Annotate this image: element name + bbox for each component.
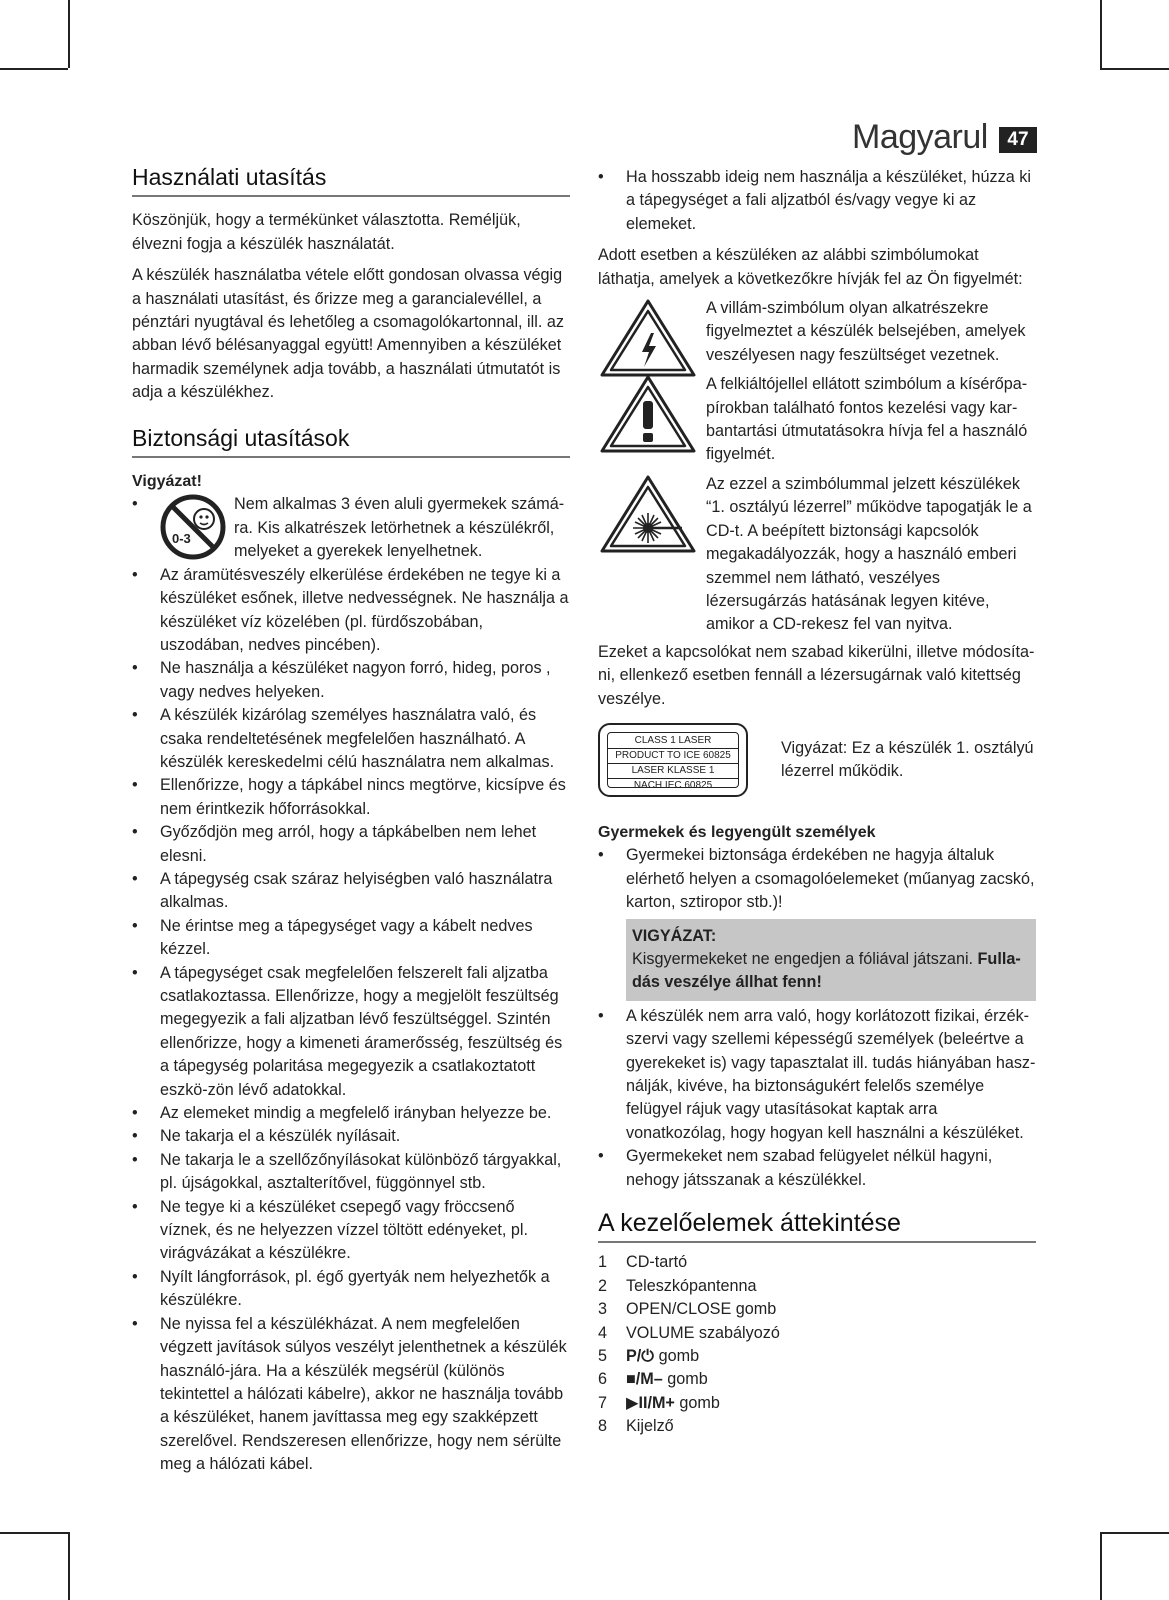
overview-list bbox=[598, 1251, 1036, 1438]
list-item: • Ha hosszabb ideig nem használja a készüléket, húzza ki a tápegységet a fali aljzatból és/vagy vegye ki az elemeket. bbox=[598, 166, 1036, 236]
left-column bbox=[132, 166, 570, 1477]
caution-label: Vigyázat! bbox=[132, 473, 202, 491]
power-symbol: P/⏻ bbox=[626, 1347, 655, 1366]
list-item: • Az elemeket mindig a megfelelő irányban helyezze be. bbox=[132, 1102, 570, 1125]
age-restriction-icon bbox=[160, 493, 226, 561]
exclamation-warning-icon bbox=[598, 373, 698, 462]
overview-item: 1 CD-tartó bbox=[598, 1253, 688, 1272]
age-icon-text: • 0-3 bbox=[172, 531, 191, 547]
laser-label-line: LASER KLASSE 1 bbox=[608, 764, 738, 779]
section-title-safety: Biztonsági utasítások bbox=[132, 427, 570, 458]
warning-note-box bbox=[626, 919, 1036, 1001]
children-list bbox=[598, 844, 1036, 914]
overview-item: 6 ■/M– gomb bbox=[598, 1370, 708, 1389]
list-item: • Ne takarja el a készülék nyílásait. bbox=[132, 1125, 570, 1148]
symbol-text-exclamation: A felkiáltójellel ellátott szimbólum a kísérőpa-pírokban található fontos kezelési vagy kar-bantartási útmutatásokra hívja fel a használó figyelmét. bbox=[706, 375, 1028, 464]
laser-class-row bbox=[598, 723, 1036, 807]
list-item: • Ne használja a készüléket nagyon forró, hideg, poros , vagy nedves helyeken. bbox=[132, 657, 570, 704]
children-list-2 bbox=[598, 1005, 1036, 1192]
overview-item: 8 Kijelző bbox=[598, 1417, 674, 1436]
page-number: 47 bbox=[999, 127, 1037, 153]
section-title-usage: Használati utasítás bbox=[132, 166, 570, 197]
stop-memory-minus-symbol: ■/M– bbox=[626, 1370, 663, 1389]
paragraph-read-instructions: A készülék használatba vétele előtt gondosan olvassa végig a használati utasítást, és őrizze meg a garancialevéllel, a pénztári nyugtával és lehetőleg a csomagolókartonnal, ill. az abban lévő bélésanyaggal együtt! Amennyiben a készüléket harmadik személynek adja tovább, a használati útmutatót is adja a készülékhez. bbox=[132, 266, 564, 402]
list-item bbox=[132, 493, 570, 563]
crop-mark bbox=[0, 1532, 68, 1534]
overview-item: 2 Teleszkópantenna bbox=[598, 1276, 757, 1295]
list-item: • Ne nyissa fel a készülékházat. A nem megfelelően végzett javítások súlyos veszélyt jelenthetnek a készülék használó-jára. Ha a készülék megsérül (különös tekintettel a hálózati kábelre), akkor ne használja tovább a készüléket, hanem javíttassa meg egy szakképzett szerelővel. Rendszeresen ellenőrizze, hogy nem sérülte meg a hálózati kábel. bbox=[132, 1313, 570, 1477]
crop-mark bbox=[1100, 1532, 1102, 1600]
crop-mark bbox=[1100, 0, 1102, 68]
children-title: Gyermekek és legyengült személyek bbox=[598, 823, 876, 841]
play-pause-memory-plus-symbol: ▶II/M+ bbox=[626, 1393, 675, 1412]
section-title-overview: A kezelőelemek áttekintése bbox=[598, 1212, 1036, 1243]
overview-item: 3 OPEN/CLOSE gomb bbox=[598, 1300, 777, 1319]
symbol-text-laser: Az ezzel a szimbólummal jelzett készülékek “1. osztályú lézerrel” működve tapogatják le a CD-t. A beépített biztonsági kapcsolók megakadályozzák, hogy a használó emberi szemmel nem látható, veszélyes lézersugárzás hatásának legyen kitéve, amikor a CD-rekesz fel van nyitva. bbox=[706, 474, 1032, 634]
right-column bbox=[598, 166, 1036, 1439]
safety-list bbox=[132, 493, 570, 1476]
crop-mark bbox=[1100, 1532, 1169, 1534]
crop-mark bbox=[68, 0, 70, 68]
note-title: VIGYÁZAT: bbox=[632, 926, 717, 945]
laser-label-line: NACH IEC 60825 bbox=[633, 779, 713, 791]
unplug-list bbox=[598, 166, 1036, 236]
overview-item: 5 P/⏻ gomb bbox=[598, 1347, 700, 1366]
list-item: • Gyermekeket nem szabad felügyelet nélkül hagyni, nehogy játsszanak a készülékkel. bbox=[598, 1145, 1036, 1192]
list-item: • Gyermekei biztonsága érdekében ne hagyja általuk elérhető helyen a csomagolóelemeket (műanyag zacskó, karton, sztiropor stb.)! bbox=[598, 844, 1036, 914]
list-item: • Ne érintse meg a tápegységet vagy a kábelt nedves kézzel. bbox=[132, 915, 570, 962]
overview-item: 4 VOLUME szabályozó bbox=[598, 1323, 780, 1342]
symbol-row-lightning bbox=[598, 297, 1036, 367]
list-item: • Nyílt lángforrások, pl. égő gyertyák nem helyezhetők a készülékre. bbox=[132, 1266, 570, 1313]
symbols-intro: Adott esetben a készüléken az alábbi szimbólumokat láthatja, amelyek a következőkre hívják fel az Ön figyelmét: bbox=[598, 246, 1023, 288]
page-language-title: Magyarul bbox=[852, 118, 988, 156]
list-item: • A tápegységet csak megfelelően felszerelt fali aljzatba csatlakoztassa. Ellenőrizze, hogy a megjelölt feszültség megegyezik a fali aljzatban lévő feszültséggel. Szintén ellenőrizze, hogy a kimeneti áramerősség, feszültség és a tápegység polaritása megegyezik a csatlakoztatott eszkö-zön lévő adatokkal. bbox=[132, 962, 570, 1102]
note-text: Kisgyermekeket ne engedjen a fóliával játszani. bbox=[632, 949, 974, 968]
note-bold-text: Fulla-dás veszélye állhat fenn! bbox=[632, 949, 1021, 992]
list-item: • Győződjön meg arról, hogy a tápkábelben nem lehet elesni. bbox=[132, 821, 570, 868]
laser-note: Vigyázat: Ez a készülék 1. osztályú lézerrel működik. bbox=[781, 738, 1034, 781]
note-body bbox=[632, 948, 1030, 995]
symbol-row-laser bbox=[598, 473, 1036, 637]
crop-mark bbox=[68, 1532, 70, 1600]
list-item: • A tápegység csak száraz helyiségben való használatra alkalmas. bbox=[132, 868, 570, 915]
list-item: • Ellenőrizze, hogy a tápkábel nincs megtörve, kicsípve és nem érintkezik hőforrásokkal. bbox=[132, 774, 570, 821]
laser-label-line: CLASS 1 LASER bbox=[608, 734, 738, 749]
overview-item: 7 ▶II/M+ gomb bbox=[598, 1393, 720, 1412]
list-item: • Az áramütésveszély elkerülése érdekében ne tegye ki a készüléket esőnek, illetve nedvességnek. Ne használja a készüléket víz közelében (pl. fürdőszobában, uszodában, nedves pincében). bbox=[132, 564, 570, 658]
laser-class-label bbox=[598, 723, 748, 797]
list-item: • Ne tegye ki a készüléket csepegő vagy fröccsenő víznek, és ne helyezzen vízzel töltött edényeket, pl. virágvázákat a készülékre. bbox=[132, 1196, 570, 1266]
paragraph-thanks: Köszönjük, hogy a termékünket választotta. Reméljük, élvezni fogja a készülék használatát. bbox=[132, 211, 521, 253]
list-item: • Ne takarja le a szellőzőnyílásokat különböző tárgyakkal, pl. újságokkal, asztalterítővel, függönnyel stb. bbox=[132, 1149, 570, 1196]
list-item: • A készülék kizárólag személyes használatra való, és csaka rendeltetésének megfelelően használható. A készülék kereskedelmi célú használatra nem alkalmas. bbox=[132, 704, 570, 774]
list-item: • A készülék nem arra való, hogy korlátozott fizikai, érzék-szervi vagy szellemi képességű személyek (beleértve a gyerekeket is) vagy tapasztalat ill. tudás hiányában hasz-nálják, kivéve, ha biztonságukért felelős személye felügyel rájuk vagy utasításokat kaptak arra vonatkozólag, hogy hogyan kell használni a készüléket. bbox=[598, 1005, 1036, 1145]
switch-warning: Ezeket a kapcsolókat nem szabad kikerülni, illetve módosíta-ni, ellenkező esetben fennáll a lézersugárnak való kitettség veszélye. bbox=[598, 642, 1035, 708]
laser-label-line: PRODUCT TO ICE 60825 bbox=[608, 749, 738, 764]
laser-warning-icon bbox=[598, 473, 698, 562]
symbol-text-lightning: A villám-szimbólum olyan alkatrészekre figyelmeztet a készülék belsejében, amelyek veszélyesen nagy feszültséget vezetnek. bbox=[706, 299, 1026, 364]
bullet-text: Nem alkalmas 3 éven aluli gyermekek számá-ra. Kis alkatrészek letörhetnek a készülékről, melyeket a gyerekek lenyelhetnek. bbox=[234, 495, 565, 561]
symbol-row-exclamation bbox=[598, 373, 1036, 467]
crop-mark bbox=[0, 68, 68, 70]
crop-mark bbox=[1100, 68, 1169, 70]
